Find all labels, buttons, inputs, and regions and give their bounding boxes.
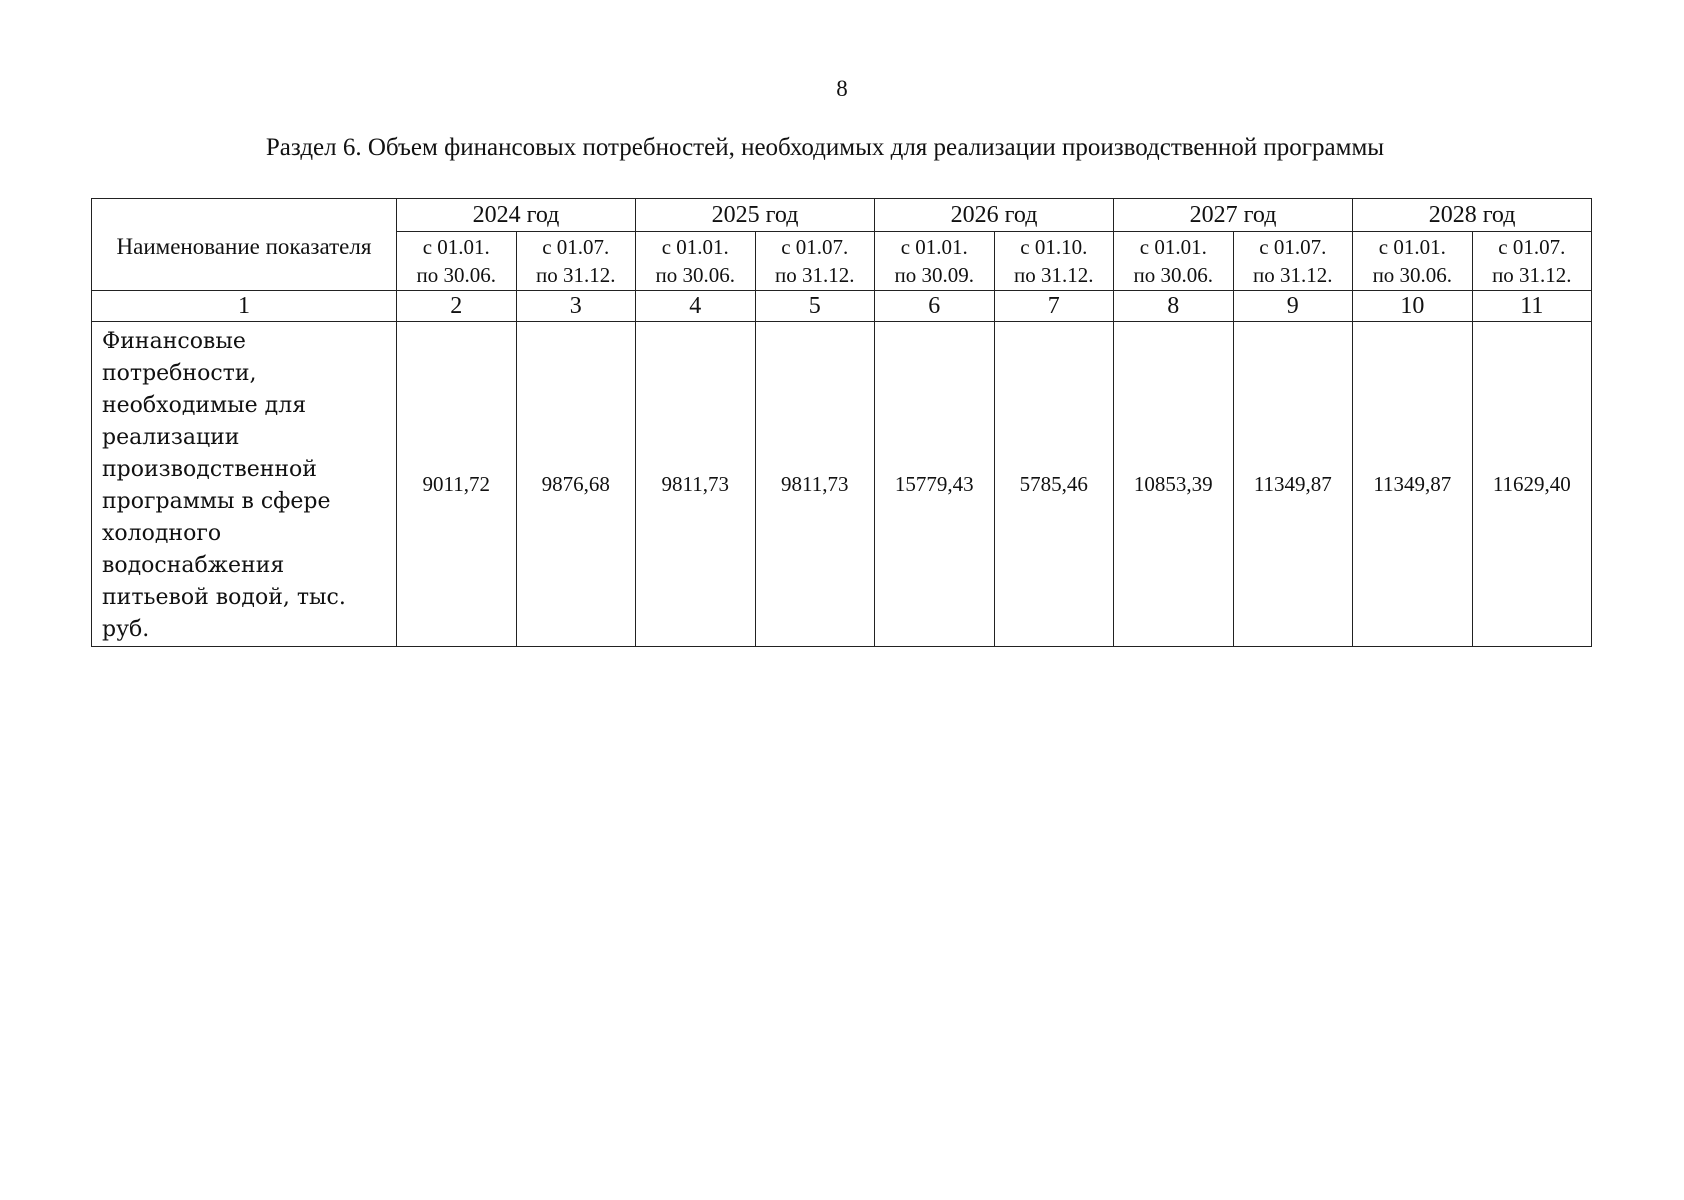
- value-cell: 9876,68: [516, 322, 636, 647]
- year-header-row: [92, 199, 1592, 232]
- column-number: 11: [1472, 291, 1592, 322]
- financial-needs-table: [91, 198, 1592, 647]
- period-to: по 31.12.: [775, 263, 855, 287]
- period-to: по 30.06.: [655, 263, 736, 287]
- period-from: с 01.07.: [1498, 235, 1566, 259]
- period-header: [636, 232, 756, 291]
- period-from: с 01.07.: [542, 235, 610, 259]
- period-to: по 30.06.: [1372, 263, 1453, 287]
- column-number: 6: [875, 291, 995, 322]
- value-cell: 10853,39: [1114, 322, 1234, 647]
- period-header: [1114, 232, 1234, 291]
- period-header: [1353, 232, 1473, 291]
- period-to: по 31.12.: [536, 263, 616, 287]
- value-cell: 15779,43: [875, 322, 995, 647]
- period-from: с 01.07.: [781, 235, 849, 259]
- column-number: 10: [1353, 291, 1473, 322]
- table-row: [92, 322, 1592, 647]
- period-from: с 01.10.: [1020, 235, 1088, 259]
- period-to: по 31.12.: [1014, 263, 1094, 287]
- value-cell: 11349,87: [1353, 322, 1473, 647]
- indicator-name-header: Наименование показателя: [92, 199, 397, 291]
- period-header: [875, 232, 995, 291]
- period-header: [516, 232, 636, 291]
- value-cell: 9811,73: [636, 322, 756, 647]
- period-header: [397, 232, 517, 291]
- column-number: 8: [1114, 291, 1234, 322]
- column-number: 9: [1233, 291, 1353, 322]
- section-title: Раздел 6. Объем финансовых потребностей, необходимых для реализации производственной программы: [265, 134, 1385, 161]
- column-number: 2: [397, 291, 517, 322]
- period-header: [994, 232, 1114, 291]
- year-header-2028: 2028 год: [1353, 199, 1592, 232]
- period-from: с 01.01.: [900, 235, 968, 259]
- column-number: 1: [92, 291, 397, 322]
- period-from: с 01.01.: [1378, 235, 1446, 259]
- value-cell: 5785,46: [994, 322, 1114, 647]
- value-cell: 9811,73: [755, 322, 875, 647]
- period-from: с 01.07.: [1259, 235, 1327, 259]
- period-from: с 01.01.: [661, 235, 729, 259]
- year-header-2024: 2024 год: [397, 199, 636, 232]
- page-number: 8: [836, 76, 848, 101]
- financial-needs-table-container: [91, 198, 1591, 647]
- value-cell: 11349,87: [1233, 322, 1353, 647]
- column-number: 3: [516, 291, 636, 322]
- year-header-2026: 2026 год: [875, 199, 1114, 232]
- year-header-2027: 2027 год: [1114, 199, 1353, 232]
- period-header: [755, 232, 875, 291]
- period-to: по 30.06.: [1133, 263, 1214, 287]
- indicator-name-cell: Финансовые потребности, необходимые для реализации производственной программы в сфере холодного водоснабжения питьевой водой, тыс. руб.: [92, 322, 397, 647]
- period-header: [1233, 232, 1353, 291]
- period-to: по 30.09.: [894, 263, 975, 287]
- column-number-row: [92, 291, 1592, 322]
- value-cell: 9011,72: [397, 322, 517, 647]
- column-number: 4: [636, 291, 756, 322]
- period-to: по 31.12.: [1253, 263, 1333, 287]
- column-number: 7: [994, 291, 1114, 322]
- year-header-2025: 2025 год: [636, 199, 875, 232]
- period-header: [1472, 232, 1592, 291]
- column-number: 5: [755, 291, 875, 322]
- value-cell: 11629,40: [1472, 322, 1592, 647]
- period-from: с 01.01.: [422, 235, 490, 259]
- period-from: с 01.01.: [1139, 235, 1207, 259]
- period-to: по 30.06.: [416, 263, 496, 287]
- period-to: по 31.12.: [1492, 263, 1572, 287]
